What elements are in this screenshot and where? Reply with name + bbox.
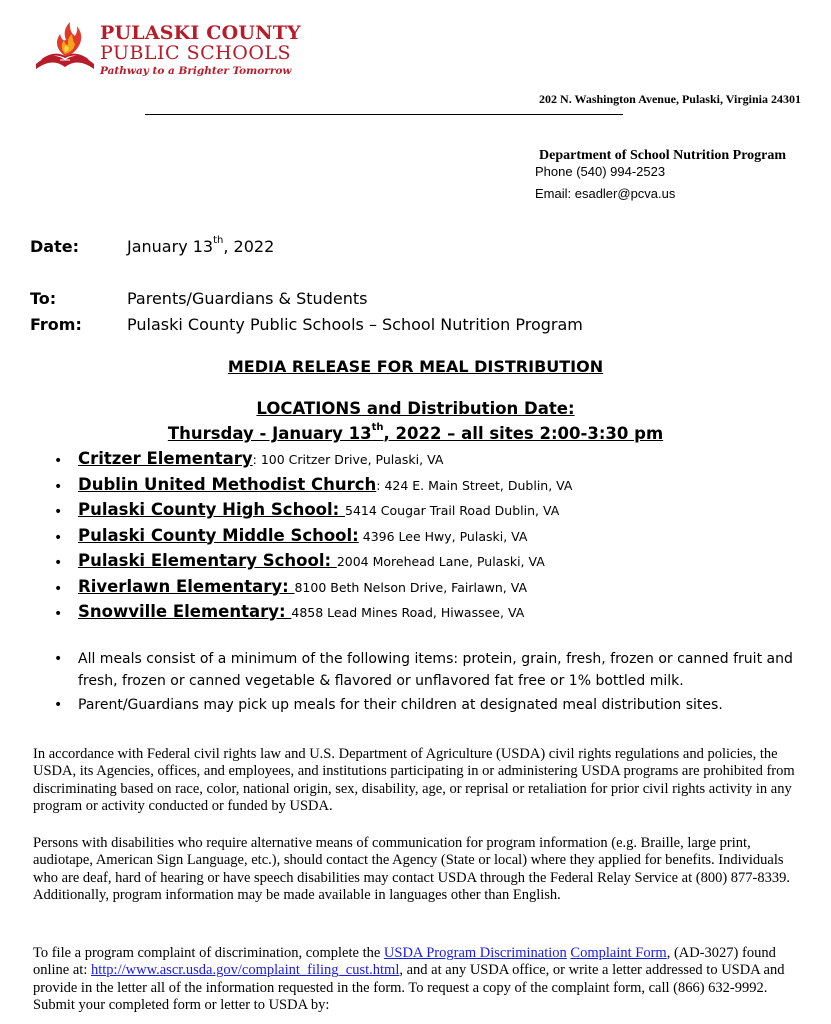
site-name: Riverlawn Elementary: [78,576,295,596]
list-item [50,449,572,475]
list-item [50,577,572,603]
school-logo [32,20,301,77]
bullet-icon: • [54,606,63,622]
note-text: All meals consist of a minimum of the following items: protein, grain, fresh, frozen or canned fruit and fresh, frozen or canned vegetable & flavored or unflavored fat free or 1% bottled milk. [78,651,793,689]
site-name: Pulaski County High School: [78,500,345,519]
list-item [50,602,572,628]
bullet-icon: • [54,555,63,571]
release-title: MEDIA RELEASE FOR MEAL DISTRIBUTION [227,357,604,376]
accessibility-statement: Persons with disabilities who require alternative means of communication for program information (e.g. Braille, large print, audiotape, American Sign Language, etc.), should contact the Agency (State or local) where they applied for benefits. Individuals who are deaf, hard of hearing or have speech disabilities may contact USDA through the Federal Relay Service at (800) 877-8339. Additionally, program information may be made available in languages other than English. [33,835,790,904]
bullet-icon: • [54,529,63,546]
site-list [50,449,572,628]
department-name: Department of School Nutrition Program [539,148,787,163]
complaint-text: To file a program complaint of discrimination, complete the [33,945,384,961]
site-address: 4396 Lee Hwy, Pulaski, VA [362,528,528,544]
school-address: 202 N. Washington Avenue, Pulaski, Virginia 24301 [539,92,801,106]
date-label: Date: [30,237,79,256]
bullet-icon: • [54,651,63,667]
complaint-form-link[interactable]: Complaint Form [570,945,667,961]
site-address: 8100 Beth Nelson Drive, Fairlawn, VA [294,579,528,595]
list-item [50,500,572,526]
note-text: Parent/Guardians may pick up meals for their children at designated meal distribution sites. [78,697,723,713]
complaint-text: , and at any USDA office, or write a letter addressed to USDA and provide in the letter all of the information requested in the form. To request a copy of the complaint form, call (866) 632-9992. Submit your completed form or letter to USDA by: [33,962,785,1014]
locations-heading: LOCATIONS and Distribution Date: [256,399,575,418]
site-name: Critzer Elementary [78,449,253,468]
bullet-icon: • [54,580,63,597]
civil-rights-statement: In accordance with Federal civil rights law and U.S. Department of Agriculture (USDA) civil rights regulations and policies, the USDA, its Agencies, offices, and employees, and institutions participating in or administering USDA programs are prohibited from discriminating based on race, color, national origin, sex, disability, age, or reprisal or retaliation for prior civil rights activity in any program or activity conducted or funded by USDA. [33,746,795,815]
distribution-date-suffix: th [371,422,384,433]
to-label: To: [30,289,57,308]
to-value: Parents/Guardians & Students [127,289,368,308]
list-item [50,648,810,692]
date-value [127,237,274,256]
site-name: Pulaski County Middle School: [78,525,359,545]
department-phone: Phone (540) 994-2523 [535,164,666,179]
site-name: Snowville Elementary: [78,602,292,621]
site-separator: : [376,477,385,493]
from-value: Pulaski County Public Schools – School Nutrition Program [127,315,583,334]
notes-list [50,648,810,718]
logo-subtitle: PUBLIC SCHOOLS [100,42,292,64]
distribution-date-text: Thursday - January 13 [167,424,372,443]
flame-book-icon [32,20,98,74]
site-name: Dublin United Methodist Church [78,474,377,494]
program-discrimination-link[interactable]: USDA Program Discrimination [383,945,567,961]
complaint-instructions [33,945,803,1015]
bullet-icon: • [54,478,63,495]
date-suffix: th [213,235,224,246]
list-item [50,551,572,577]
site-address: 424 E. Main Street, Dublin, VA [384,477,573,493]
date-text: January 13 [127,237,214,256]
site-address: 5414 Cougar Trail Road Dublin, VA [345,503,560,518]
list-item [50,526,572,552]
bullet-icon: • [54,697,63,713]
from-label: From: [30,315,82,334]
date-year: , 2022 [223,237,275,256]
list-item [50,475,572,501]
department-email: Email: esadler@pcva.us [535,186,676,201]
logo-title: PULASKI COUNTY [100,22,301,44]
site-separator: : [252,452,261,467]
list-item [50,694,810,716]
site-address: 4858 Lead Mines Road, Hiwassee, VA [291,605,525,620]
site-address: 2004 Morehead Lane, Pulaski, VA [336,554,545,569]
distribution-date-heading [0,424,831,443]
site-name: Pulaski Elementary School: [78,551,337,570]
complaint-text: , (AD-3027) found online at: [33,945,776,979]
header-divider [145,114,623,115]
site-address: 100 Critzer Drive, Pulaski, VA [260,452,444,467]
bullet-icon: • [54,453,63,469]
logo-tagline: Pathway to a Brighter Tomorrow [100,65,292,77]
bullet-icon: • [54,504,63,520]
distribution-date-time: , 2022 – all sites 2:00-3:30 pm [383,424,664,443]
complaint-url-link[interactable]: http://www.ascr.usda.gov/complaint_filing_cust.html [91,962,400,979]
